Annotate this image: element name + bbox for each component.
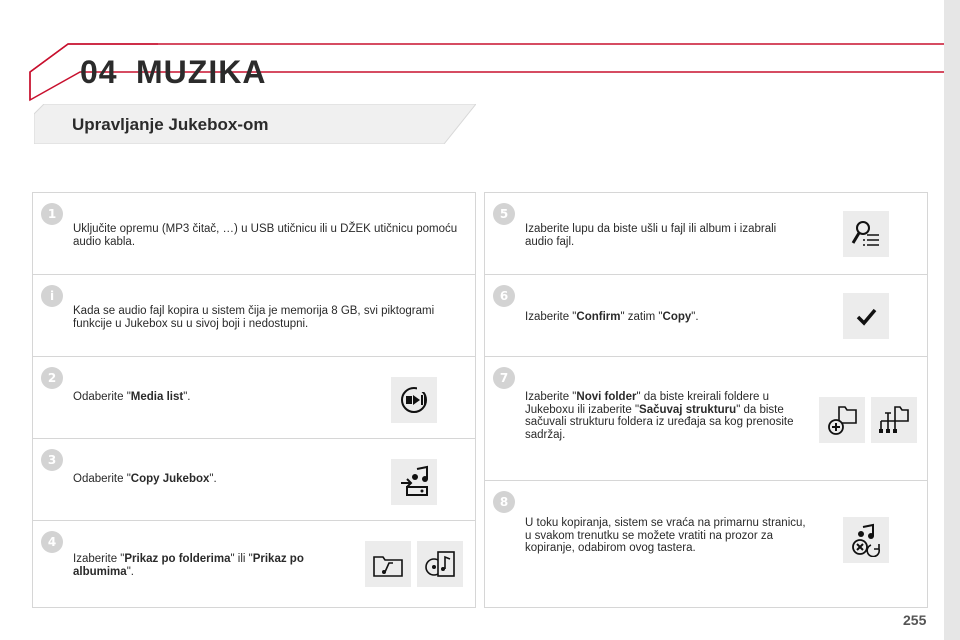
step-4-row	[33, 521, 475, 609]
step-7-text: Izaberite "Novi folder" da biste kreirali foldere u Jukeboxu ili izaberite "Sačuvaj strukturu" da biste sačuvali strukturu foldera iz uređaja sa kog prenosite sadržaj.	[525, 391, 794, 441]
new-folder-icon[interactable]	[819, 397, 865, 443]
step-2-row	[33, 357, 475, 439]
chapter-number: 04	[80, 54, 118, 90]
info-text: Kada se audio fajl kopira u sistem čija je memorija 8 GB, svi piktogrami funkcije u Jukebox su u sivoj boji i nedostupni.	[73, 305, 435, 330]
step-badge: 1	[41, 203, 63, 225]
copy-jukebox-icon[interactable]	[391, 459, 437, 505]
step-badge: 5	[493, 203, 515, 225]
folder-music-icon[interactable]	[365, 541, 411, 587]
chapter-title: MUZIKA	[136, 54, 267, 90]
step-7-row	[485, 357, 927, 481]
step-5-row	[485, 193, 927, 275]
step-badge: 2	[41, 367, 63, 389]
step-1-row	[33, 193, 475, 275]
step-6-text: Izaberite "Confirm" zatim "Copy".	[525, 311, 699, 323]
info-badge: i	[41, 285, 63, 307]
checkmark-icon[interactable]	[843, 293, 889, 339]
page-side-bar	[944, 0, 960, 640]
step-6-row	[485, 275, 927, 357]
album-music-icon[interactable]	[417, 541, 463, 587]
step-1-text: Uključite opremu (MP3 čitač, …) u USB utičnicu ili u DŽEK utičnicu pomoću audio kabla.	[73, 223, 458, 248]
step-badge: 8	[493, 491, 515, 513]
step-8-text: U toku kopiranja, sistem se vraća na primarnu stranicu, u svakom trenutku se možete vratiti na prozor za kopiranje, odabirom ovog tastera.	[525, 517, 806, 554]
folder-structure-icon[interactable]	[871, 397, 917, 443]
step-badge: 7	[493, 367, 515, 389]
step-8-row	[485, 481, 927, 609]
step-badge: 3	[41, 449, 63, 471]
right-column	[484, 192, 928, 608]
info-row	[33, 275, 475, 357]
page-number: 255	[903, 612, 927, 628]
media-list-icon[interactable]	[391, 377, 437, 423]
step-3-row	[33, 439, 475, 521]
magnifier-list-icon[interactable]	[843, 211, 889, 257]
step-3-text: Odaberite "Copy Jukebox".	[73, 473, 217, 485]
left-column	[32, 192, 476, 608]
step-2-text: Odaberite "Media list".	[73, 391, 191, 403]
step-4-text: Izaberite "Prikaz po folderima" ili "Prikaz po albumima".	[73, 553, 304, 578]
step-badge: 6	[493, 285, 515, 307]
step-5-text: Izaberite lupu da biste ušli u fajl ili album i izabrali audio fajl.	[525, 223, 777, 248]
section-title: Upravljanje Jukebox-om	[72, 115, 269, 134]
step-badge: 4	[41, 531, 63, 553]
copy-progress-icon[interactable]	[843, 517, 889, 563]
